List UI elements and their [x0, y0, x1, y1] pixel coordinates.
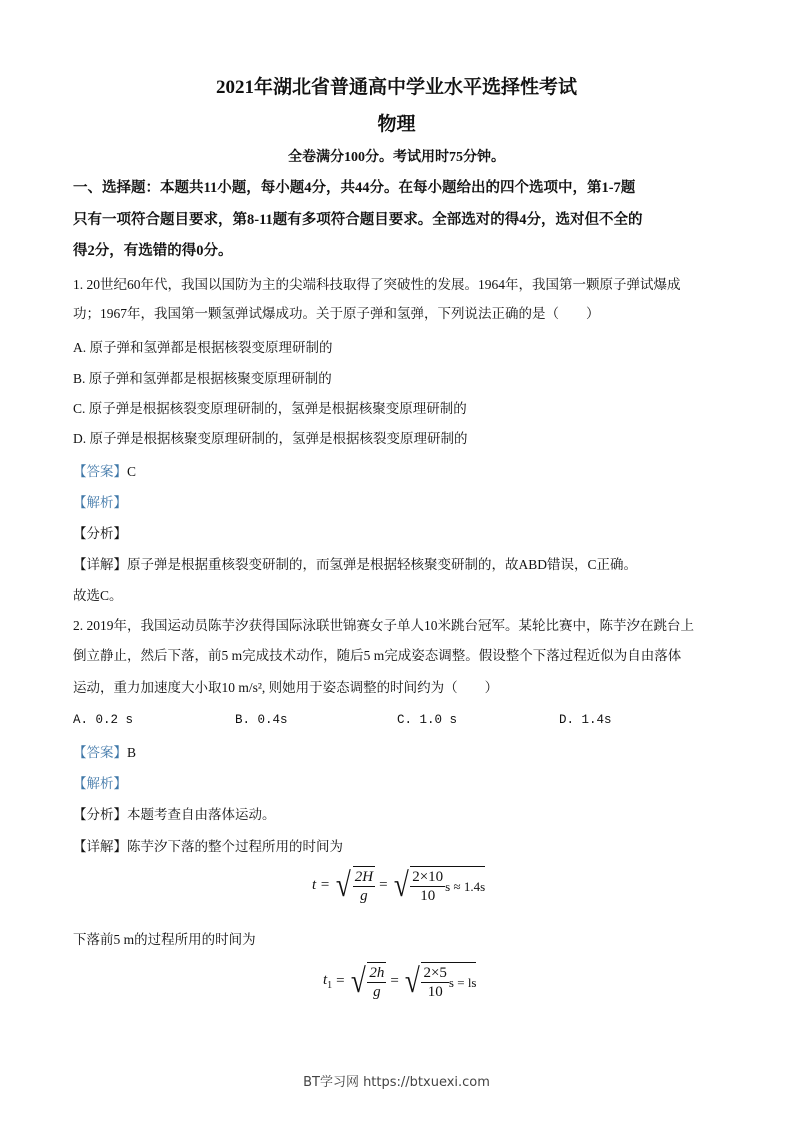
answer-value: C	[127, 464, 137, 479]
numerator: 2H	[354, 869, 374, 885]
q1-stem: 1. 20世纪60年代，我国以国防为主的尖端科技取得了突破性的发展。1964年，我国第一颗原子弹试爆成	[73, 277, 681, 292]
q2-option-a: A. 0.2 s	[73, 713, 134, 727]
formula-1	[312, 866, 485, 905]
section-intro-line: 只有一项符合题目要求，第8-11题有多项符合题目要求。全部选对的得4分，选对但不全的	[73, 212, 643, 228]
footer-watermark: BT学习网 https://btxuexi.com	[303, 1075, 490, 1090]
detail-label: 【详解】	[73, 557, 127, 572]
q2-option-b: B. 0.4s	[235, 713, 288, 727]
answer-label: 【答案】	[73, 464, 127, 479]
q1-option-a: A. 原子弹和氢弹都是根据核裂变原理研制的	[73, 340, 333, 355]
numerator: 2h	[369, 965, 385, 981]
denominator: 10	[427, 984, 443, 1000]
equals: =	[336, 973, 345, 989]
exam-title: 2021年湖北省普通高中学业水平选择性考试	[215, 77, 577, 98]
detail-text: 原子弹是根据重核裂变研制的，而氢弹是根据轻核聚变研制的，故ABD错误，C正确。	[127, 557, 638, 572]
fenxi-text: 本题考查自由落体运动。	[127, 807, 276, 822]
fenxi-label: 【分析】	[73, 807, 127, 822]
equals: =	[390, 973, 399, 989]
q1-stem: 功；1967年，我国第一颗氢弹试爆成功。关于原子弹和氢弹，下列说法正确的是（ ）	[73, 306, 600, 321]
equals: =	[379, 877, 388, 893]
section-intro-line: 得2分，有选错的得0分。	[73, 243, 233, 259]
subscript: 1	[327, 980, 333, 991]
q1-conclusion: 故选C。	[73, 588, 123, 603]
exam-info: 全卷满分100分。考试用时75分钟。	[288, 150, 505, 165]
detail-text: 陈芋汐下落的整个过程所用的时间为	[127, 839, 343, 854]
q2-options	[73, 711, 721, 729]
q1-fenxi-label: 【分析】	[73, 526, 127, 541]
q2-stem: 2. 2019年，我国运动员陈芋汐获得国际泳联世锦赛女子单人10米跳台冠军。某轮比赛中，陈芋汐在跳台上	[73, 618, 694, 633]
q1-option-b: B. 原子弹和氢弹都是根据核聚变原理研制的	[73, 371, 332, 386]
formula-2	[323, 962, 476, 1001]
q1-detail	[73, 556, 637, 574]
sqrt: √ $\frac{2h}{g}$	[350, 962, 385, 1000]
q2-stem: 运动，重力加速度大小取10 m/s², 则她用于姿态调整的时间约为（ ）	[73, 680, 499, 695]
denominator: g	[373, 984, 381, 1000]
answer-label: 【答案】	[73, 745, 127, 760]
q2-jiexi-label: 【解析】	[73, 776, 127, 791]
sqrt: √ $\frac{2\times 5}{10}$ s = ls	[404, 962, 477, 1000]
q1-option-c: C. 原子弹是根据核裂变原理研制的，氢弹是根据核聚变原理研制的	[73, 401, 467, 416]
detail-label: 【详解】	[73, 839, 127, 854]
formula-tail: s ≈ 1.4s	[445, 878, 486, 894]
q2-mid-text: 下落前5 m的过程所用的时间为	[73, 932, 256, 947]
sqrt: √ $\frac{2H}{g}$	[335, 866, 374, 904]
q1-option-d: D. 原子弹是根据核聚变原理研制的，氢弹是根据核裂变原理研制的	[73, 431, 468, 446]
formula-tail: s = ls	[448, 974, 477, 990]
section-intro-line: 一、选择题：本题共11小题，每小题4分，共44分。在每小题给出的四个选项中，第1-7题	[73, 180, 636, 196]
answer-value: B	[127, 745, 137, 760]
sqrt: √ $\frac{2\times 10}{10}$ s ≈ 1.4s	[393, 866, 486, 904]
q2-option-c: C. 1.0 s	[397, 713, 458, 727]
q2-option-d: D. 1.4s	[559, 713, 612, 727]
q2-answer	[73, 744, 136, 762]
formula-lhs: t =	[312, 877, 331, 893]
q1-answer	[73, 463, 136, 481]
denominator: g	[360, 888, 368, 904]
numerator: 2×5	[423, 965, 447, 981]
denominator: 10	[420, 888, 436, 904]
subject-title: 物理	[377, 114, 416, 135]
q2-detail	[73, 838, 343, 856]
q1-jiexi-label: 【解析】	[73, 495, 127, 510]
formula-lhs: t	[323, 972, 328, 988]
q2-fenxi	[73, 806, 276, 824]
numerator: 2×10	[412, 869, 444, 885]
q2-stem: 倒立静止，然后下落，前5 m完成技术动作，随后5 m完成姿态调整。假设整个下落过程近似为自由落体	[73, 648, 682, 663]
